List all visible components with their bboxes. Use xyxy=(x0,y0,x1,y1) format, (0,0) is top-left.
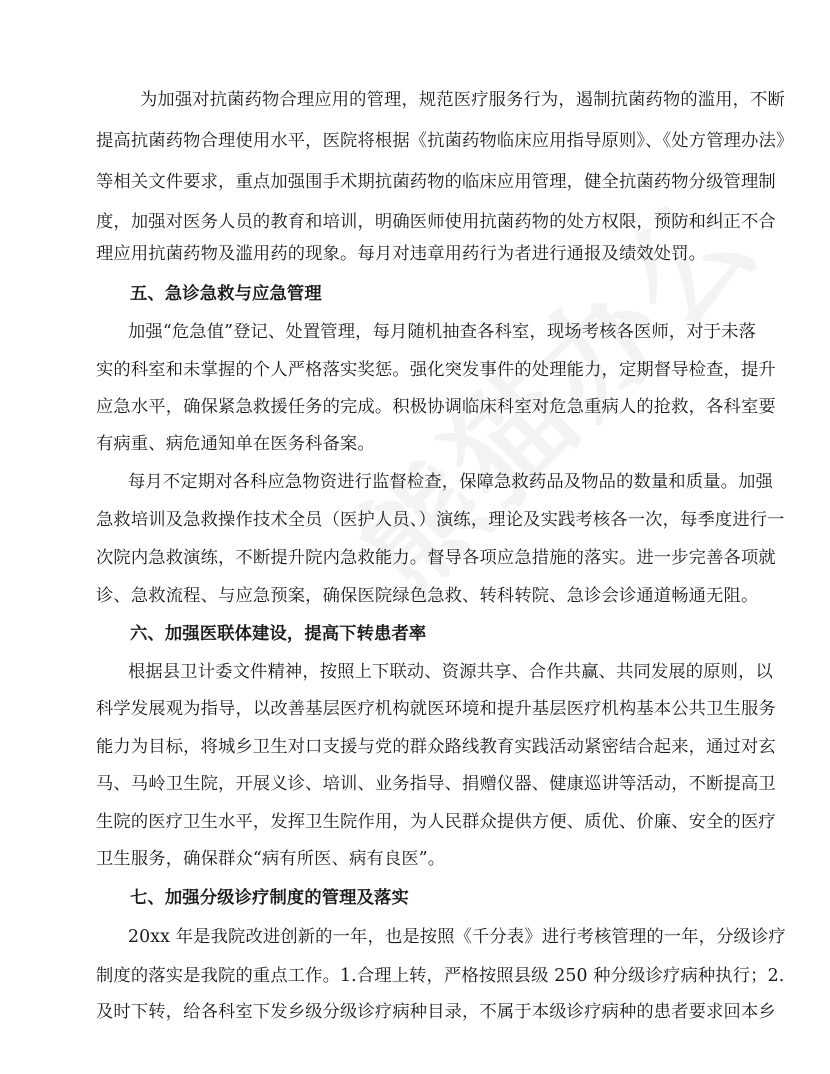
body-text-line: 能力为目标，将城乡卫生对口支援与党的群众路线教育实践活动紧密结合起来，通过对玄 xyxy=(96,737,776,757)
body-text-line: 次院内急救演练，不断提升院内急救能力。督导各项应急措施的落实。进一步完善各项就 xyxy=(96,548,776,568)
body-text-line: 及时下转，给各科室下发乡级分级诊疗病种目录，不属于本级诊疗病种的患者要求回本乡 xyxy=(96,1002,776,1022)
body-text-line: 应急水平，确保紧急救援任务的完成。积极协调临床科室对危急重病人的抢救，各科室要 xyxy=(96,397,776,417)
body-text-line: 度，加强对医务人员的教育和培训，明确医师使用抗菌药物的处方权限，预防和纠正不合 xyxy=(96,212,776,232)
body-text-line: 制度的落实是我院的重点工作。1.合理上转，严格按照县级 250 种分级诊疗病种执行；2. xyxy=(96,966,785,986)
section-heading: 七、加强分级诊疗制度的管理及落实 xyxy=(130,888,409,908)
body-text-line: 提高抗菌药物合理使用水平，医院将根据《抗菌药物临床应用指导原则》、《处方管理办法》 xyxy=(96,131,794,151)
body-text-line: 加强“危急值”登记、处置管理，每月随机抽查各科室，现场考核各医师，对于未落 xyxy=(128,322,757,342)
body-text-line: 根据县卫计委文件精神，按照上下联动、资源共享、合作共赢、共同发展的原则，以 xyxy=(128,662,773,682)
body-text-line: 生院的医疗卫生水平，发挥卫生院作用，为人民群众提供方便、质优、价廉、安全的医疗 xyxy=(96,812,776,832)
body-text-line: 20xx 年是我院改进创新的一年，也是按照《千分表》进行考核管理的一年，分级诊疗 xyxy=(128,927,786,947)
body-text-line: 为加强对抗菌药物合理应用的管理，规范医疗服务行为，遏制抗菌药物的滥用，不断 xyxy=(140,90,785,110)
body-text-line: 理应用抗菌药物及滥用药的现象。每月对违章用药行为者进行通报及绩效处罚。 xyxy=(96,244,707,264)
body-text-line: 每月不定期对各科应急物资进行监督检查，保障急救药品及物品的数量和质量。加强 xyxy=(128,472,773,492)
body-text-line: 实的科室和未掌握的个人严格落实奖惩。强化突发事件的处理能力，定期督导检查，提升 xyxy=(96,360,776,380)
body-text-line: 急救培训及急救操作技术全员（医护人员、）演练，理论及实践考核各一次，每季度进行一 xyxy=(96,510,785,530)
section-heading: 五、急诊急救与应急管理 xyxy=(130,284,322,304)
body-text-line: 卫生服务，确保群众“病有所医、病有良医”。 xyxy=(96,849,446,869)
body-text-line: 有病重、病危通知单在医务科备案。 xyxy=(96,434,375,454)
body-text-line: 科学发展观为指导，以改善基层医疗机构就医环境和提升基层医疗机构基本公共卫生服务 xyxy=(96,699,776,719)
body-text-line: 马、马岭卫生院，开展义诊、培训、业务指导、捐赠仪器、健康巡讲等活动，不断提高卫 xyxy=(96,774,776,794)
section-heading: 六、加强医联体建设，提高下转患者率 xyxy=(130,624,427,644)
body-text-line: 诊、急救流程、与应急预案，确保医院绿色急救、转科转院、急诊会诊通道畅通无阻。 xyxy=(96,586,759,606)
body-text-line: 等相关文件要求，重点加强围手术期抗菌药物的临床应用管理，健全抗菌药物分级管理制 xyxy=(96,172,776,192)
